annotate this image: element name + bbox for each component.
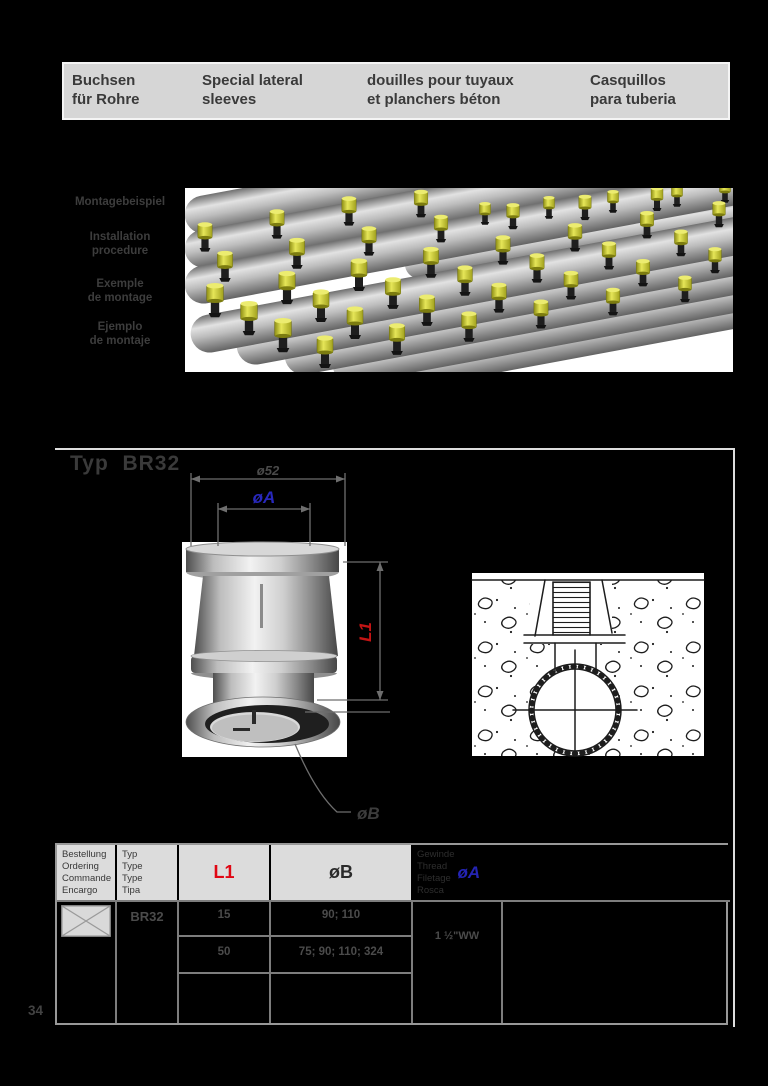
header-col-en: Special lateral sleeves (202, 72, 303, 108)
page-number: 34 (28, 1003, 44, 1018)
row1-l1: 15 (217, 909, 231, 921)
dim-label-a: øA (252, 488, 276, 507)
montage-label-fr: Exemple de montage (87, 278, 153, 304)
section-divider (55, 448, 735, 450)
dimension-a-lines (218, 503, 310, 546)
table-header-ob: øB (271, 845, 411, 900)
header-col-de: Buchsen für Rohre (72, 72, 140, 108)
products-table (55, 843, 728, 1025)
dim-label-b: øB (357, 804, 380, 823)
table-header-empty (503, 845, 730, 900)
cross-section-drawing (472, 573, 704, 756)
header-col-es: Casquillos para tuberia (590, 72, 676, 108)
dim-label-outer: ø52 (256, 463, 280, 478)
montage-label-es: Ejemplo de montaje (89, 321, 151, 347)
table-header-l1: L1 (179, 845, 269, 900)
technical-drawing (55, 460, 733, 850)
dim-label-l1: L1 (356, 622, 375, 642)
section-title: Typ BR32 (70, 452, 181, 475)
part-render (182, 542, 347, 757)
envelope-icon (61, 905, 111, 937)
page-edge-line (733, 448, 735, 1027)
header-bar (62, 62, 730, 120)
row2-l1: 50 (217, 946, 231, 958)
header-col-fr: douilles pour tuyaux et planchers béton (367, 72, 514, 108)
table-header-order: Bestellung Ordering Commande Encargo (57, 845, 115, 900)
thread-value: 1 ½"WW (434, 930, 480, 942)
table-header-thread: Gewinde Thread Filetage Rosca øA (413, 845, 501, 900)
row1-ob: 90; 110 (321, 909, 361, 921)
installation-image (185, 188, 733, 372)
table-header-type: Typ Type Type Tipa (117, 845, 177, 900)
montage-label-en: Installation procedure (89, 231, 151, 257)
montage-label-de: Montagebeispiel (74, 196, 166, 208)
row-type: BR32 (130, 909, 164, 924)
table-header-oa: øA (457, 862, 481, 882)
row2-ob: 75; 90; 110; 324 (298, 946, 384, 958)
